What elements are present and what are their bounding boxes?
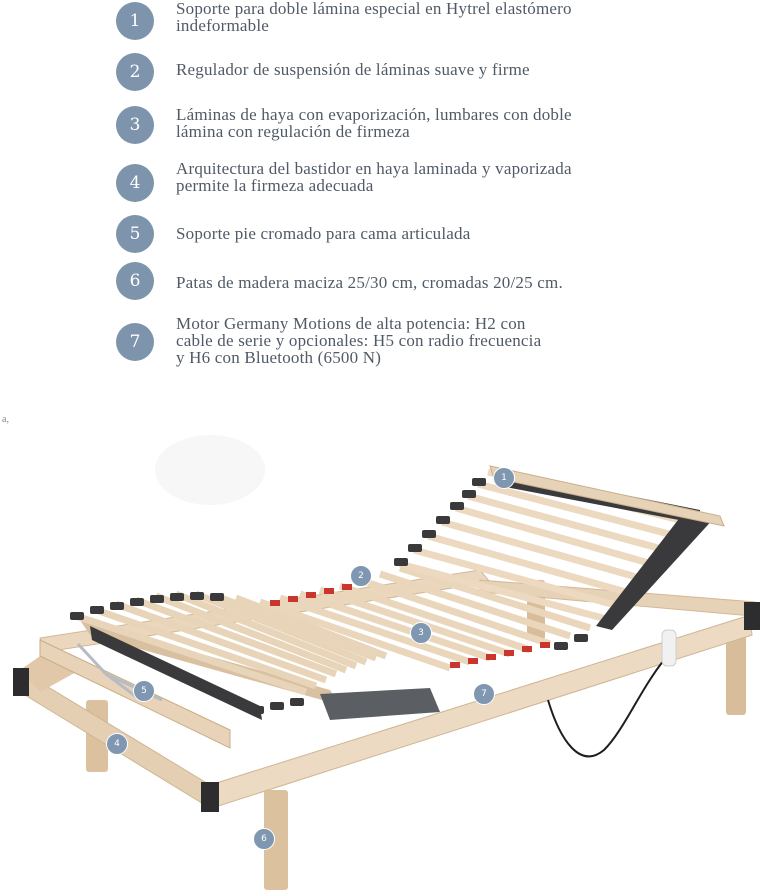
feature-item-4 <box>116 159 572 202</box>
feature-text: Patas de madera maciza 25/30 cm, cromadas 20/25 cm. <box>176 273 563 292</box>
feature-text: Regulador de suspensión de láminas suave y firme <box>176 60 530 79</box>
feature-number-badge: 4 <box>116 164 154 202</box>
callout-2: 2 <box>350 565 372 587</box>
feature-number-badge: 6 <box>116 262 154 300</box>
bed-base-illustration <box>0 430 764 896</box>
feature-list <box>0 0 764 400</box>
feature-number-badge: 3 <box>116 106 154 144</box>
feature-number-badge: 1 <box>116 2 154 40</box>
corner-cap-left <box>13 668 29 696</box>
callout-1: 1 <box>493 467 515 489</box>
bed-base-drawing <box>0 430 764 896</box>
callout-4: 4 <box>106 733 128 755</box>
feature-item-3 <box>116 106 572 144</box>
feature-text: Arquitectura del bastidor en haya laminada y vaporizada permite la firmeza adecuada <box>176 159 572 195</box>
feature-text: Láminas de haya con evaporización, lumbares con doble lámina con regulación de firmeza <box>176 105 572 141</box>
feature-number-badge: 2 <box>116 53 154 91</box>
feature-item-1 <box>116 2 572 40</box>
corner-cap-right <box>744 602 760 630</box>
callout-6: 6 <box>253 828 275 850</box>
remote-control <box>662 630 676 666</box>
corner-cap-front <box>201 782 219 812</box>
callout-7: 7 <box>473 683 495 705</box>
callout-3: 3 <box>410 622 432 644</box>
feature-item-5 <box>116 215 471 253</box>
feature-item-6 <box>116 262 563 300</box>
feature-number-badge: 7 <box>116 323 154 361</box>
feature-number-badge: 5 <box>116 215 154 253</box>
callout-5: 5 <box>133 680 155 702</box>
feature-item-2 <box>116 53 530 91</box>
background-shadow <box>155 435 265 505</box>
stray-mark: a, <box>2 414 9 425</box>
feature-item-7 <box>116 314 542 367</box>
leg-back-right <box>726 635 746 715</box>
feature-text: Motor Germany Motions de alta potencia: H2 con cable de serie y opcionales: H5 con radio frecuencia y H6 con Bluetooth (6500 N) <box>176 314 542 367</box>
feature-text: Soporte pie cromado para cama articulada <box>176 224 471 243</box>
feature-text: Soporte para doble lámina especial en Hytrel elastómero indeformable <box>176 0 572 35</box>
motor-body <box>320 688 440 720</box>
